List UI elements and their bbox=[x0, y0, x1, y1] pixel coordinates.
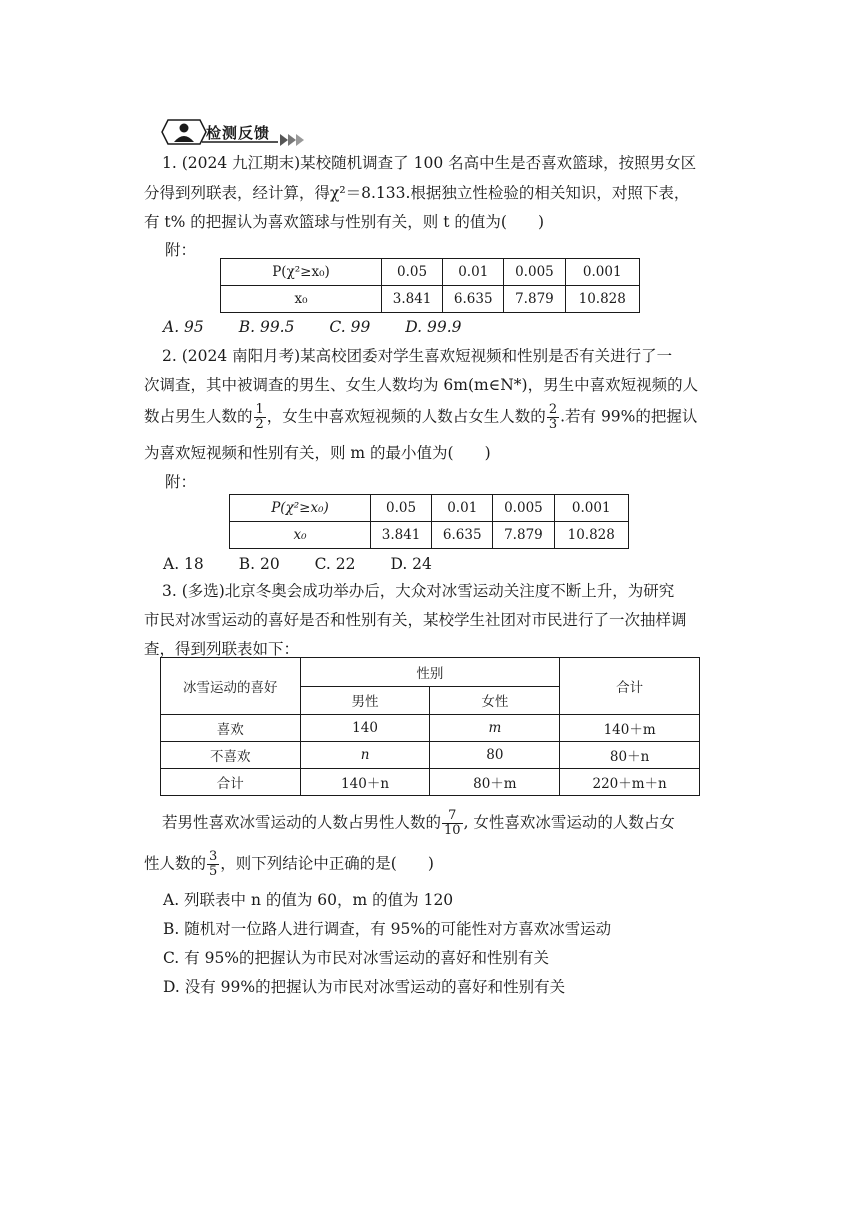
q2-appendix: 附： bbox=[165, 473, 197, 491]
table-cell: 80＋n bbox=[560, 742, 700, 769]
table-cell: m bbox=[430, 715, 560, 742]
table-row bbox=[230, 495, 629, 522]
table-cell: 6.635 bbox=[443, 286, 504, 313]
table-cell: 0.05 bbox=[382, 259, 443, 286]
table-row bbox=[161, 715, 700, 742]
table-cell: x₀ bbox=[230, 522, 371, 549]
table-cell: 80＋m bbox=[430, 769, 560, 796]
table-cell: 喜欢 bbox=[161, 715, 301, 742]
q2-critical-value-table bbox=[229, 494, 629, 549]
table-cell: 140＋n bbox=[300, 769, 430, 796]
table-female-header: 女性 bbox=[430, 686, 560, 715]
table-cell: n bbox=[300, 742, 430, 769]
table-row bbox=[161, 769, 700, 796]
q2-option-a[interactable]: A. 18 bbox=[163, 555, 204, 573]
q3-line5 bbox=[144, 850, 434, 879]
table-cell: 10.828 bbox=[554, 522, 628, 549]
table-cell: 合计 bbox=[161, 769, 301, 796]
q1-option-a[interactable]: A. 95 bbox=[163, 318, 204, 336]
table-row bbox=[161, 658, 700, 687]
table-cell: 0.001 bbox=[554, 495, 628, 522]
table-row bbox=[221, 286, 640, 313]
q1-line1: 1. (2024 九江期末)某校随机调查了 100 名高中生是否喜欢篮球，按照男女区 bbox=[162, 154, 697, 172]
table-corner-cell: 冰雪运动的喜好 bbox=[161, 658, 301, 715]
q2-line3-part2: ，女生中喜欢短视频的人数占女生人数的 bbox=[266, 407, 546, 426]
q3-line4-part2: , 女性喜欢冰雪运动的人数占女 bbox=[463, 813, 675, 832]
table-male-header: 男性 bbox=[300, 686, 430, 715]
q3-line5-part2: ，则下列结论中正确的是( ) bbox=[220, 854, 434, 873]
q2-fraction-half: $\frac{1}{2}$ bbox=[255, 402, 264, 432]
q1-options bbox=[163, 316, 492, 338]
q1-appendix: 附： bbox=[165, 241, 197, 259]
q2-line1: 2. (2024 南阳月考)某高校团委对学生喜欢短视频和性别是否有关进行了一 bbox=[162, 347, 673, 365]
q3-line4 bbox=[162, 809, 675, 838]
table-cell: 0.001 bbox=[565, 259, 639, 286]
q2-line3-part1: 数占男生人数的 bbox=[144, 407, 253, 426]
q3-option-c[interactable]: C. 有 95%的把握认为市民对冰雪运动的喜好和性别有关 bbox=[163, 949, 550, 967]
q3-line4-part1: 若男性喜欢冰雪运动的人数占男性人数的 bbox=[162, 813, 442, 832]
table-row bbox=[221, 259, 640, 286]
table-cell: 0.005 bbox=[504, 259, 565, 286]
q3-line1: 3. (多选)北京冬奥会成功举办后，大众对冰雪运动关注度不断上升，为研究 bbox=[162, 582, 675, 600]
table-cell: 0.01 bbox=[443, 259, 504, 286]
q3-line5-part1: 性人数的 bbox=[144, 854, 207, 873]
q2-line3-part3: .若有 99%的把握认 bbox=[560, 407, 698, 426]
section-header bbox=[160, 118, 330, 146]
table-total-header: 合计 bbox=[560, 658, 700, 715]
table-row bbox=[161, 742, 700, 769]
q1-option-b[interactable]: B. 99.5 bbox=[238, 318, 295, 336]
q2-option-c[interactable]: C. 22 bbox=[314, 555, 356, 573]
q3-line3: 查，得到列联表如下： bbox=[144, 640, 300, 658]
table-cell: 不喜欢 bbox=[161, 742, 301, 769]
table-cell: 80 bbox=[430, 742, 560, 769]
table-cell: 3.841 bbox=[371, 522, 432, 549]
table-cell: 3.841 bbox=[382, 286, 443, 313]
table-cell: 220＋m＋n bbox=[560, 769, 700, 796]
q3-option-d[interactable]: D. 没有 99%的把握认为市民对冰雪运动的喜好和性别有关 bbox=[163, 978, 566, 996]
q1-option-d[interactable]: D. 99.9 bbox=[405, 318, 462, 336]
q2-line4: 为喜欢短视频和性别有关，则 m 的最小值为( ) bbox=[144, 444, 491, 462]
table-cell: 140 bbox=[300, 715, 430, 742]
table-group-header: 性别 bbox=[300, 658, 560, 687]
table-cell: 7.879 bbox=[504, 286, 565, 313]
q2-option-b[interactable]: B. 20 bbox=[238, 555, 280, 573]
q3-fraction-seven-tenths: $\frac{7}{10}$ bbox=[444, 808, 461, 838]
table-cell: x₀ bbox=[221, 286, 382, 313]
q1-line2: 分得到列联表，经计算，得χ²＝8.133.根据独立性检验的相关知识，对照下表， bbox=[144, 184, 690, 202]
q1-option-c[interactable]: C. 99 bbox=[329, 318, 371, 336]
q1-critical-value-table bbox=[220, 258, 640, 313]
table-cell: P(χ²≥x₀) bbox=[230, 495, 371, 522]
table-cell: 0.01 bbox=[432, 495, 493, 522]
q3-contingency-table bbox=[160, 657, 700, 796]
q2-option-d[interactable]: D. 24 bbox=[390, 555, 432, 573]
q3-line2: 市民对冰雪运动的喜好是否和性别有关，某校学生社团对市民进行了一次抽样调 bbox=[144, 611, 687, 629]
table-cell: 0.005 bbox=[493, 495, 554, 522]
q2-fraction-two-thirds: $\frac{2}{3}$ bbox=[548, 402, 558, 432]
table-cell: 140＋m bbox=[560, 715, 700, 742]
q1-line3: 有 t% 的把握认为喜欢篮球与性别有关，则 t 的值为( ) bbox=[144, 213, 544, 231]
q3-fraction-three-fifths: $\frac{3}{5}$ bbox=[209, 849, 218, 879]
table-cell: 10.828 bbox=[565, 286, 639, 313]
q3-option-a[interactable]: A. 列联表中 n 的值为 60，m 的值为 120 bbox=[163, 891, 454, 909]
table-cell: 0.05 bbox=[371, 495, 432, 522]
q2-options bbox=[163, 553, 462, 575]
table-cell: 7.879 bbox=[493, 522, 554, 549]
q2-line2: 次调查，其中被调查的男生、女生人数均为 6m(m∈N*)，男生中喜欢短视频的人 bbox=[144, 376, 699, 394]
q3-option-b[interactable]: B. 随机对一位路人进行调查，有 95%的可能性对方喜欢冰雪运动 bbox=[163, 920, 612, 938]
q2-line3 bbox=[144, 403, 697, 432]
section-title: 检测反馈 bbox=[206, 124, 271, 142]
table-cell: 6.635 bbox=[432, 522, 493, 549]
table-cell: P(χ²≥x₀) bbox=[221, 259, 382, 286]
table-row bbox=[230, 522, 629, 549]
